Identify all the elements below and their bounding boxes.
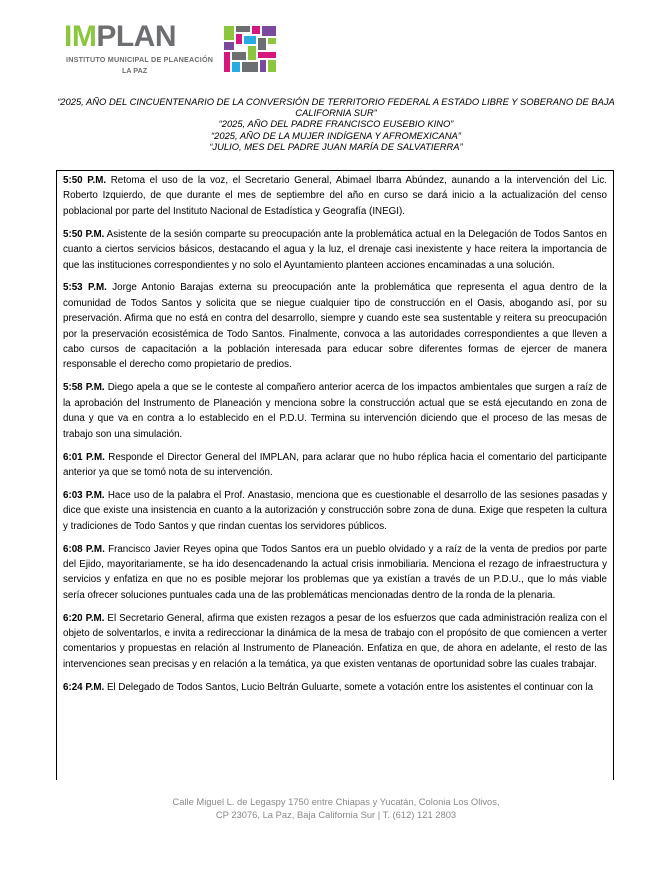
minutes-entry <box>63 380 607 442</box>
logo-grid-icon <box>222 24 280 76</box>
entry-text: Retoma el uso de la voz, el Secretario General, Abimael Ibarra Abúndez, aunando a la intervención del Lic. Roberto Izquierdo, de que durante el mes de septiembre del año en curso se dará inicio a la actualización del censo poblacional por parte del Instituto Nacional de Estadística y Geografía (INEGI). <box>63 175 607 217</box>
entry-text: El Secretario General, afirma que existen rezagos a pesar de los esfuerzos que cada administración realiza con el objeto de solventarlos, e invita a redireccionar la dinámica de la mesa de trabajo con el propósito de que comiencen a verter comentarios y propuestas en relación al Instrumento de Planeación. Enfatiza en que, de ahora en adelante, el resto de las intervenciones sean precisas y en relación a la temática, ya que existen ventanas de oportunidad sobre las cuales trabajar. <box>63 612 607 670</box>
entry-text: Responde el Director General del IMPLAN, para aclarar que no hubo réplica hacia el comentario del participante anterior ya que se tomó nota de su intervención. <box>63 451 607 478</box>
entry-text: Jorge Antonio Barajas externa su preocupación ante la problemática que representa el agua dentro de la comunidad de Todos Santos y solicita que se niegue cualquier tipo de construcción en el Oasis, abogando así, por su preservación. Afirma que no está en contra del desarrollo, siempre y cuando este sea sustentable y reitera su preocupación por la preservación ecosistémica de Todo Santos. Finalmente, convoca a las autoridades correspondientes a que lleven a cabo cursos de capacitación a la población interesada para educar sobre diferentes formas de ejercer de manera responsable el derecho como propietario de predios. <box>63 282 607 371</box>
minutes-entry <box>63 280 607 372</box>
logo-wordmark <box>64 22 176 52</box>
entry-text: El Delegado de Todos Santos, Lucio Beltrán Guluarte, somete a votación entre los asistentes el continuar con la <box>104 681 594 693</box>
entry-time: 6:24 P.M. <box>63 681 105 693</box>
logo-subtitle: INSTITUTO MUNICIPAL DE PLANEACIÓN <box>66 55 214 64</box>
entry-time: 5:50 P.M. <box>63 228 105 240</box>
logo-city: LA PAZ <box>122 66 148 75</box>
entry-text: Francisco Javier Reyes opina que Todos Santos era un pueblo olvidado y a raíz de la venta de predios por parte del Ejido, mayoritariamente, se ha ido desencadenando la actual crisis inmobiliaria. Menciona el rezago de infraestructura y servicios y enfatiza en que no es posible mejorar los problemas que ya existían a través de un P.D.U., que lo más viable sería ofrecer soluciones puntuales cada una de las problemáticas mencionadas dentro de la ronda de la plenaria. <box>63 543 607 601</box>
entry-time: 6:20 P.M. <box>63 612 105 624</box>
minutes-entry <box>63 542 607 604</box>
logo-word-plan: PLAN <box>96 20 176 53</box>
page-footer <box>0 795 672 821</box>
entry-time: 5:58 P.M. <box>63 382 105 394</box>
entry-text: Hace uso de la palabra el Prof. Anastasio, menciona que es cuestionable el desarrollo de las sesiones pasadas y dice que existe una insistencia en cuanto a la autorización y construcción sobre zona de duna. Exige que respeten la cultura y tradiciones de Todo Santos y que rindan cuentas los servidores públicos. <box>63 489 607 532</box>
motto-line: “2025, AÑO DEL CINCUENTENARIO DE LA CONVERSIÓN DE TERRITORIO FEDERAL A ESTADO LIBRE Y SOBERANO DE BAJA CALIFORNIA SUR” <box>57 96 615 119</box>
minutes-entry <box>63 450 607 481</box>
entry-time: 6:08 P.M. <box>63 543 105 555</box>
minutes-entry <box>63 173 607 219</box>
motto-line: “2025, AÑO DEL PADRE FRANCISCO EUSEBIO KINO” <box>218 118 454 130</box>
minutes-box <box>56 170 614 780</box>
minutes-entry <box>63 680 607 695</box>
entry-time: 5:50 P.M. <box>63 175 107 186</box>
entry-time: 6:03 P.M. <box>63 489 105 501</box>
minutes-entry <box>63 611 607 673</box>
motto-line: “2025, AÑO DE LA MUJER INDÍGENA Y AFROMEXICANA” <box>211 129 461 141</box>
official-mottos <box>56 96 616 152</box>
implan-logo <box>64 22 284 80</box>
entry-text: Diego apela a que se le conteste al compañero anterior acerca de los impactos ambientales que surgen a raíz de la aprobación del Instrumento de Planeación y menciona sobre la construcción actual que se está ejecutando en zona de duna y que va en contra a lo establecido en el P.D.U. Termina su intervención diciendo que el proceso de las mesas de trabajo son una simulación. <box>63 382 607 440</box>
footer-contact: CP 23076, La Paz, Baja California Sur | T. (612) 121 2803 <box>215 809 457 820</box>
minutes-entry <box>63 227 607 273</box>
entry-time: 5:53 P.M. <box>63 282 107 294</box>
logo-word-im: IM <box>64 20 97 53</box>
minutes-entry <box>63 488 607 534</box>
minutes-entries <box>57 171 613 695</box>
entry-text: Asistente de la sesión comparte su preocupación ante la problemática actual en la Delegación de Todos Santos en cuanto a ciertos servicios básicos, destacando el agua y la luz, el drenaje casi inexistente y hace reitera la importancia de que las instituciones correspondientes y no solo el Ayuntamiento planteen acciones encaminadas a una solución. <box>63 228 607 271</box>
entry-time: 6:01 P.M. <box>63 451 105 463</box>
motto-line: “JULIO, MES DEL PADRE JUAN MARÍA DE SALVATIERRA” <box>209 140 463 152</box>
footer-address: Calle Miguel L. de Legaspy 1750 entre Chiapas y Yucatán, Colonia Los Olivos, <box>172 796 500 807</box>
